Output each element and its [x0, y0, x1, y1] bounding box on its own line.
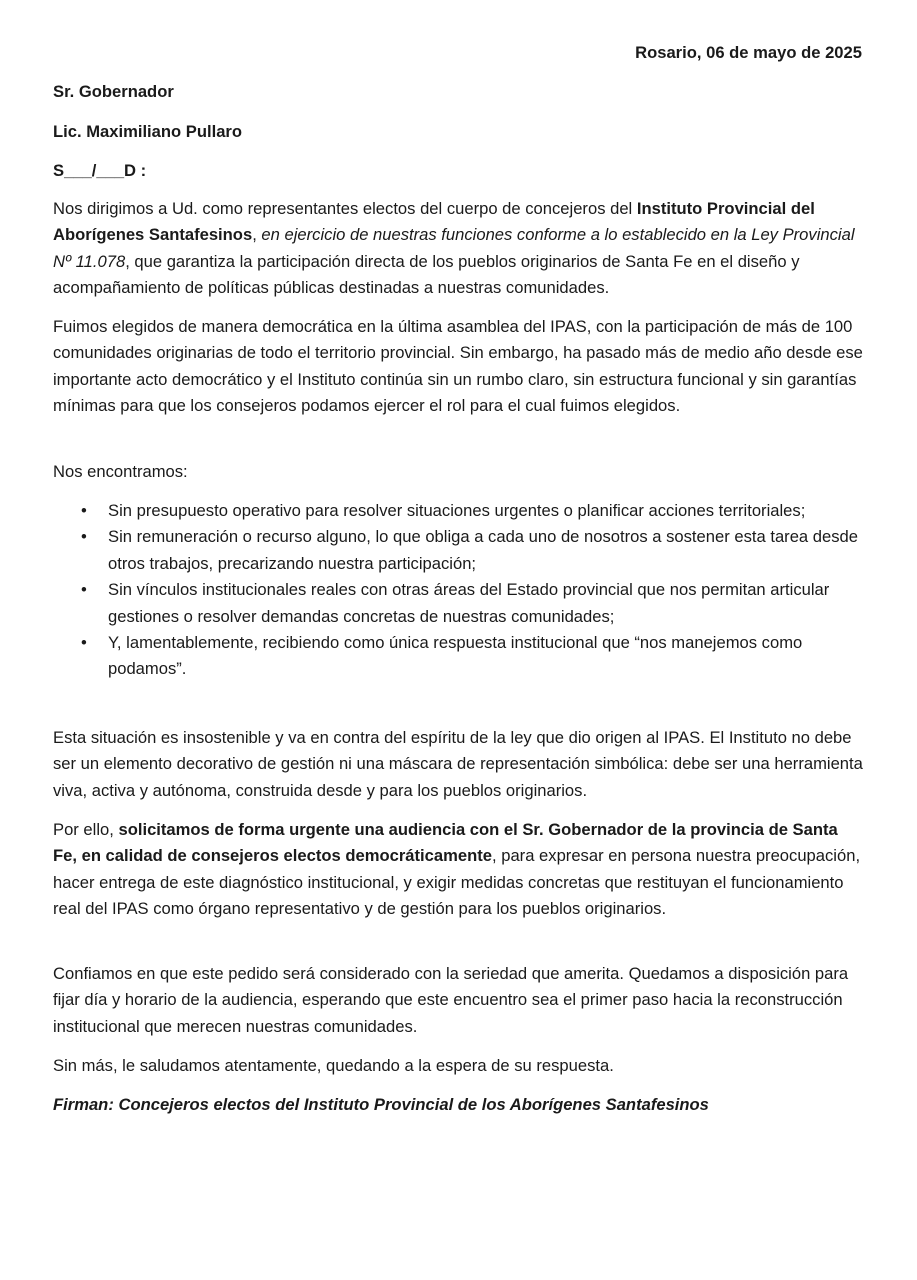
- list-item: • Y, lamentablemente, recibiendo como única respuesta institucional que “nos manejemos como podamos”.: [53, 630, 865, 683]
- paragraph-trust-text: Confiamos en que este pedido será considerado con la seriedad que amerita. Quedamos a disposición para fijar día y horario de la audiencia, esperando que este encuentro sea el primer paso hacia la reconstrucción institucional que merecen nuestras comunidades.: [53, 964, 849, 1036]
- paragraph-trust: [53, 961, 865, 1040]
- salutation: S___/___D :: [53, 161, 147, 180]
- paragraph-unsustainable: [53, 725, 865, 804]
- law-reference: en ejercicio de nuestras funciones conforme a lo establecido en la Ley Provincial Nº 11.078: [53, 225, 855, 271]
- request-text-2: , para expresar en persona nuestra preocupación, hacer entrega de este diagnóstico institucional, y exigir medidas concretas que restituyan el funcionamiento real del IPAS como órgano representativo y de gestión para los pueblos originarios.: [53, 846, 861, 919]
- paragraph-election-text: Fuimos elegidos de manera democrática en la última asamblea del IPAS, con la participación de más de 100 comunidades originarias de todo el territorio provincial. Sin embargo, ha pasado más de medio año desde ese importante acto democrático y el Instituto continúa sin un rumbo claro, sin estructura funcional y sin garantías mínimas para que los consejeros podamos ejercer el rol para el cual fuimos elegidos.: [53, 317, 863, 416]
- list-item: • Sin presupuesto operativo para resolver situaciones urgentes o planificar acciones territoriales;: [53, 498, 865, 524]
- signature-line: Firman: Concejeros electos del Instituto Provincial de los Aborígenes Santafesinos: [53, 1095, 709, 1114]
- paragraph-situation-intro-text: Nos encontramos:: [53, 462, 188, 481]
- intro-text-1: Nos dirigimos a Ud. como representantes electos del cuerpo de concejeros del: [53, 199, 637, 218]
- paragraph-closing-text: Sin más, le saludamos atentamente, quedando a la espera de su respuesta.: [53, 1056, 614, 1075]
- request-text-1: Por ello,: [53, 820, 119, 839]
- request-highlight: solicitamos de forma urgente una audiencia con el Sr. Gobernador de la provincia de Santa Fe, en calidad de consejeros electos democráticamente: [53, 820, 838, 866]
- paragraph-request: [53, 817, 865, 923]
- intro-paragraph: [53, 196, 865, 302]
- letter-date: Rosario, 06 de mayo de 2025: [635, 43, 862, 62]
- list-item: • Sin remuneración o recurso alguno, lo que obliga a cada uno de nosotros a sostener esta tarea desde otros trabajos, precarizando nuestra participación;: [53, 524, 865, 577]
- intro-text-2: ,: [252, 225, 262, 245]
- intro-text-3: , que garantiza la participación directa de los pueblos originarios de Santa Fe en el diseño y acompañamiento de políticas públicas destinadas a nuestras comunidades.: [53, 251, 800, 298]
- paragraph-election: [53, 314, 865, 420]
- recipient-title: Sr. Gobernador: [53, 82, 174, 101]
- paragraph-situation-intro: [53, 459, 865, 485]
- paragraph-closing: [53, 1053, 865, 1079]
- institute-name: Instituto Provincial del Aborígenes Santafesinos: [53, 199, 815, 245]
- list-item: • Sin vínculos institucionales reales con otras áreas del Estado provincial que nos permitan articular gestiones o resolver demandas concretas de nuestras comunidades;: [53, 577, 865, 630]
- paragraph-unsustainable-text: Esta situación es insostenible y va en contra del espíritu de la ley que dio origen al IPAS. El Instituto no debe ser un elemento decorativo de gestión ni una máscara de representación simbólica: debe ser una herramienta viva, activa y autónoma, construida desde y para los pueblos originarios.: [53, 728, 863, 800]
- recipient-name: Lic. Maximiliano Pullaro: [53, 122, 243, 141]
- situation-list: [53, 498, 865, 683]
